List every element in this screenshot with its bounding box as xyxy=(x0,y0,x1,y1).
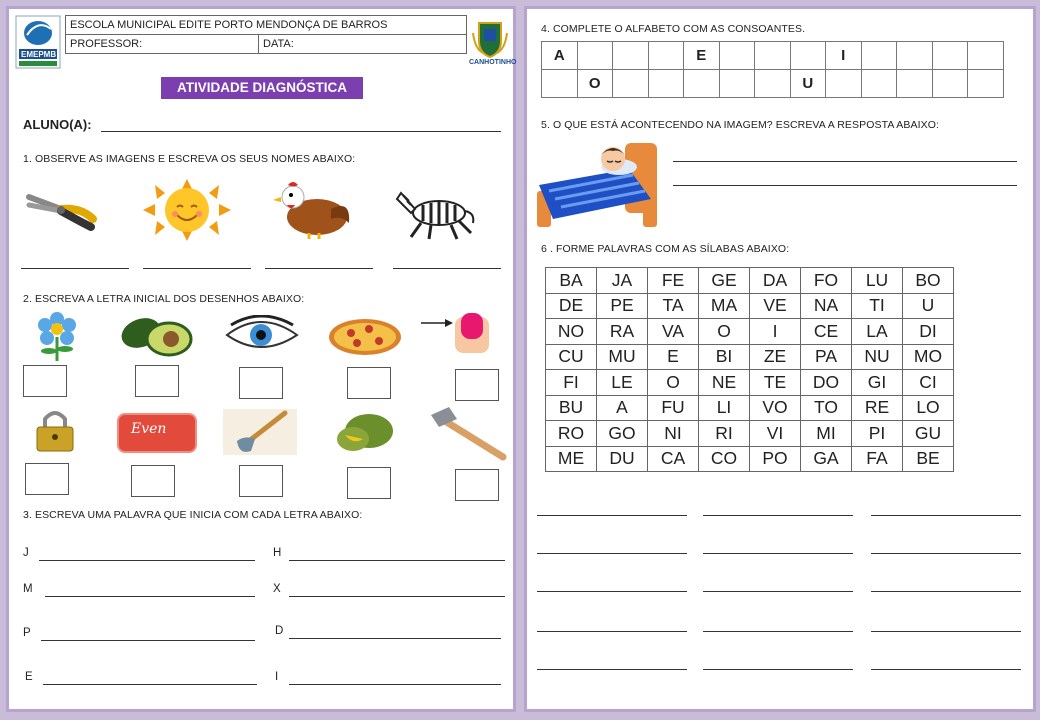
syllable-cell: TI xyxy=(852,293,903,319)
syllable-cell: DE xyxy=(546,293,597,319)
initial-letter-box-8[interactable] xyxy=(239,465,283,497)
letter-i: I xyxy=(275,671,279,683)
syllable-row xyxy=(546,293,954,319)
shovel-icon xyxy=(221,407,299,457)
syllable-cell: TE xyxy=(750,370,801,396)
padlock-icon xyxy=(31,407,79,455)
q6-answer-line[interactable] xyxy=(703,553,853,554)
word-line-x[interactable] xyxy=(289,596,505,597)
left-worksheet-page xyxy=(6,6,516,712)
syllable-cell: FU xyxy=(648,395,699,421)
syllable-cell: ME xyxy=(546,446,597,472)
syllable-cell: JA xyxy=(597,268,648,294)
initial-letter-box-2[interactable] xyxy=(135,365,179,397)
alphabet-cell: U xyxy=(790,70,826,98)
letter-j: J xyxy=(23,547,29,559)
question-5: 5. O QUE ESTÁ ACONTECENDO NA IMAGEM? ESCREVA A RESPOSTA ABAIXO: xyxy=(541,119,940,131)
question-3: 3. ESCREVA UMA PALAVRA QUE INICIA COM CADA LETRA ABAIXO: xyxy=(23,509,363,521)
alphabet-cell[interactable] xyxy=(968,70,1004,98)
student-label: ALUNO(A): xyxy=(23,117,92,132)
syllable-cell: LU xyxy=(852,268,903,294)
syllable-cell: LO xyxy=(903,395,954,421)
alphabet-cell[interactable] xyxy=(613,70,649,98)
alphabet-cell[interactable] xyxy=(648,42,684,70)
syllable-cell: TO xyxy=(801,395,852,421)
syllable-cell: FA xyxy=(852,446,903,472)
alphabet-cell[interactable] xyxy=(719,70,755,98)
letter-x: X xyxy=(273,583,281,595)
syllable-cell: CO xyxy=(699,446,750,472)
syllable-cell: CU xyxy=(546,344,597,370)
alphabet-cell[interactable] xyxy=(648,70,684,98)
crest-text: CANHOTINHO xyxy=(469,59,517,66)
professor-field[interactable]: PROFESSOR: xyxy=(66,35,259,54)
answer-line-2[interactable] xyxy=(143,268,251,269)
syllable-row xyxy=(546,344,954,370)
word-line-i[interactable] xyxy=(289,684,501,685)
syllable-row xyxy=(546,395,954,421)
fingernail-icon xyxy=(419,309,499,355)
syllable-cell: NA xyxy=(801,293,852,319)
word-line-e[interactable] xyxy=(43,684,257,685)
alphabet-cell[interactable] xyxy=(932,42,968,70)
sleeping-child-in-bed-icon xyxy=(533,135,663,229)
q6-answer-line[interactable] xyxy=(703,591,853,592)
syllable-cell: BA xyxy=(546,268,597,294)
syllable-cell: GA xyxy=(801,446,852,472)
alphabet-cell[interactable] xyxy=(861,70,897,98)
question-1: 1. OBSERVE AS IMAGENS E ESCREVA OS SEUS NOMES ABAIXO: xyxy=(23,153,356,165)
syllable-cell: LE xyxy=(597,370,648,396)
word-line-j[interactable] xyxy=(39,560,255,561)
answer-line-1[interactable] xyxy=(21,268,129,269)
q6-answer-line[interactable] xyxy=(871,515,1021,516)
alphabet-cell[interactable] xyxy=(932,70,968,98)
hammer-icon xyxy=(427,405,507,461)
letter-m: M xyxy=(23,583,33,595)
answer-line-q5-1[interactable] xyxy=(673,161,1017,162)
syllable-cell: BO xyxy=(903,268,954,294)
syllable-cell: BU xyxy=(546,395,597,421)
eye-icon xyxy=(223,315,301,355)
alphabet-cell[interactable] xyxy=(897,70,933,98)
alphabet-cell[interactable] xyxy=(613,42,649,70)
hen-icon xyxy=(271,179,355,241)
avocado-icon xyxy=(117,311,195,359)
word-line-d[interactable] xyxy=(289,638,501,639)
alphabet-cell[interactable] xyxy=(897,42,933,70)
syllable-cell: VA xyxy=(648,319,699,345)
q6-answer-line[interactable] xyxy=(703,669,853,670)
syllable-cell: GI xyxy=(852,370,903,396)
syllable-row xyxy=(546,421,954,447)
letter-d: D xyxy=(275,625,284,637)
initial-letter-box-3[interactable] xyxy=(239,367,283,399)
syllable-cell: I xyxy=(750,319,801,345)
city-crest xyxy=(469,19,517,69)
right-worksheet-page xyxy=(524,6,1036,712)
word-line-h[interactable] xyxy=(289,560,505,561)
syllable-cell: PA xyxy=(801,344,852,370)
syllable-cell: NI xyxy=(648,421,699,447)
answer-line-4[interactable] xyxy=(393,268,501,269)
soap-icon xyxy=(117,413,197,453)
alphabet-cell: I xyxy=(826,42,862,70)
flower-icon xyxy=(27,311,87,361)
syllable-cell: DU xyxy=(597,446,648,472)
pliers-icon xyxy=(25,187,97,231)
school-name: ESCOLA MUNICIPAL EDITE PORTO MENDONÇA DE BARROS xyxy=(66,16,467,35)
answer-line-q5-2[interactable] xyxy=(673,185,1017,186)
pizza-icon xyxy=(327,315,403,357)
question-2: 2. ESCREVA A LETRA INICIAL DOS DESENHOS ABAIXO: xyxy=(23,293,305,305)
syllable-cell: NO xyxy=(546,319,597,345)
alphabet-cell[interactable] xyxy=(755,42,791,70)
alphabet-cell[interactable] xyxy=(861,42,897,70)
syllable-row xyxy=(546,446,954,472)
syllable-cell: VI xyxy=(750,421,801,447)
syllable-cell: MA xyxy=(699,293,750,319)
syllable-cell: E xyxy=(648,344,699,370)
syllable-cell: VO xyxy=(750,395,801,421)
syllable-grid xyxy=(545,267,954,472)
syllable-cell: BE xyxy=(903,446,954,472)
alphabet-cell[interactable] xyxy=(790,42,826,70)
letter-e: E xyxy=(25,671,33,683)
word-line-m[interactable] xyxy=(45,596,255,597)
letter-p: P xyxy=(23,627,31,639)
q6-answer-line[interactable] xyxy=(871,669,1021,670)
syllable-cell: A xyxy=(597,395,648,421)
syllable-cell: U xyxy=(903,293,954,319)
q6-answer-line[interactable] xyxy=(871,553,1021,554)
q6-answer-line[interactable] xyxy=(537,515,687,516)
syllable-cell: PO xyxy=(750,446,801,472)
syllable-cell: RI xyxy=(699,421,750,447)
syllable-cell: BI xyxy=(699,344,750,370)
syllable-cell: DO xyxy=(801,370,852,396)
school-logo xyxy=(15,15,61,69)
word-line-p[interactable] xyxy=(41,640,255,641)
initial-letter-box-7[interactable] xyxy=(131,465,175,497)
answer-line-3[interactable] xyxy=(265,268,373,269)
syllable-cell: FE xyxy=(648,268,699,294)
syllable-cell: DI xyxy=(903,319,954,345)
q6-answer-line[interactable] xyxy=(703,515,853,516)
jackfruit-icon xyxy=(331,409,397,455)
syllable-cell: LI xyxy=(699,395,750,421)
alphabet-cell[interactable] xyxy=(826,70,862,98)
syllable-row xyxy=(546,268,954,294)
syllable-cell: GE xyxy=(699,268,750,294)
logo-text: EMEPMB xyxy=(21,50,57,59)
syllable-cell: PE xyxy=(597,293,648,319)
date-field[interactable]: DATA: xyxy=(259,35,467,54)
syllable-cell: O xyxy=(699,319,750,345)
syllable-cell: FO xyxy=(801,268,852,294)
syllable-cell: DA xyxy=(750,268,801,294)
syllable-cell: VE xyxy=(750,293,801,319)
syllable-cell: O xyxy=(648,370,699,396)
alphabet-cell[interactable] xyxy=(684,70,720,98)
syllable-cell: MU xyxy=(597,344,648,370)
initial-letter-box-9[interactable] xyxy=(347,467,391,499)
question-6: 6 . FORME PALAVRAS COM AS SÍLABAS ABAIXO: xyxy=(541,243,790,255)
initial-letter-box-1[interactable] xyxy=(23,365,67,397)
syllable-cell: CA xyxy=(648,446,699,472)
syllable-row xyxy=(546,370,954,396)
syllable-cell: RA xyxy=(597,319,648,345)
question-4: 4. COMPLETE O ALFABETO COM AS CONSOANTES. xyxy=(541,23,806,35)
q6-answer-line[interactable] xyxy=(537,553,687,554)
alphabet-cell[interactable] xyxy=(577,42,613,70)
q6-answer-line[interactable] xyxy=(537,631,687,632)
alphabet-cell: O xyxy=(577,70,613,98)
syllable-cell: CE xyxy=(801,319,852,345)
alphabet-cell[interactable] xyxy=(542,70,578,98)
syllable-row xyxy=(546,319,954,345)
alphabet-cell: E xyxy=(684,42,720,70)
alphabet-cell: A xyxy=(542,42,578,70)
header-table xyxy=(65,15,467,54)
sun-icon xyxy=(139,177,235,243)
syllable-cell: ZE xyxy=(750,344,801,370)
syllable-cell: FI xyxy=(546,370,597,396)
syllable-cell: NU xyxy=(852,344,903,370)
q6-answer-line[interactable] xyxy=(871,591,1021,592)
alphabet-cell[interactable] xyxy=(968,42,1004,70)
initial-letter-box-10[interactable] xyxy=(455,469,499,501)
syllable-cell: GU xyxy=(903,421,954,447)
syllable-cell: TA xyxy=(648,293,699,319)
student-name-line[interactable] xyxy=(101,131,501,132)
q6-answer-line[interactable] xyxy=(537,591,687,592)
page-title: ATIVIDADE DIAGNÓSTICA xyxy=(161,77,363,99)
syllable-cell: LA xyxy=(852,319,903,345)
initial-letter-box-6[interactable] xyxy=(25,463,69,495)
syllable-cell: RE xyxy=(852,395,903,421)
alphabet-cell[interactable] xyxy=(755,70,791,98)
initial-letter-box-4[interactable] xyxy=(347,367,391,399)
letter-h: H xyxy=(273,547,282,559)
q6-answer-line[interactable] xyxy=(871,631,1021,632)
initial-letter-box-5[interactable] xyxy=(455,369,499,401)
syllable-cell: NE xyxy=(699,370,750,396)
syllable-cell: RO xyxy=(546,421,597,447)
syllable-cell: MO xyxy=(903,344,954,370)
syllable-cell: CI xyxy=(903,370,954,396)
soap-label: Even xyxy=(131,421,167,437)
q6-answer-line[interactable] xyxy=(703,631,853,632)
alphabet-cell[interactable] xyxy=(719,42,755,70)
zebra-icon xyxy=(393,183,477,243)
alphabet-grid xyxy=(541,41,1004,98)
q6-answer-line[interactable] xyxy=(537,669,687,670)
syllable-cell: MI xyxy=(801,421,852,447)
syllable-cell: PI xyxy=(852,421,903,447)
syllable-cell: GO xyxy=(597,421,648,447)
